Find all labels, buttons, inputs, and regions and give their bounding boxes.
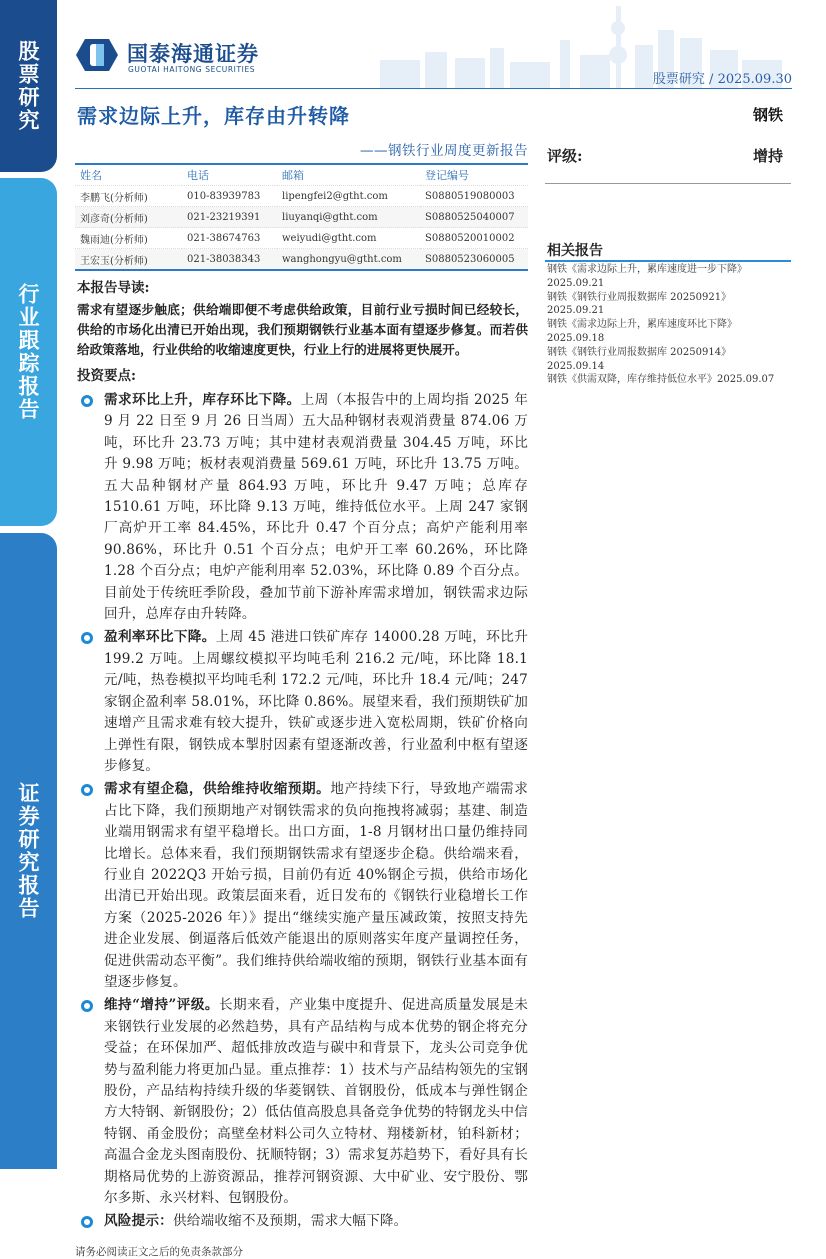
cell: 021-23219391: [182, 207, 277, 228]
bullet-demand-inventory: [104, 390, 528, 625]
bullet-ring-icon: [81, 1216, 93, 1228]
sidebar-stock-research: 股票研究: [0, 0, 57, 172]
bullet-text: 上周（本报告中的上周均指 2025 年 9 月 22 日至 9 月 26 日当周）五大品种钢材表观消费量 874.06 万吨，环比升 23.73 万吨；其中建材表观消费量 304.45 万吨，环比升 9.98 万吨；板材表观消费量 569.61 万吨，环比升 13.75 万吨。五大品种钢材产量 864.93 万吨，环比升 9.47 万吨；总库存 1510.61 万吨，环比降 9.13 万吨，维持低位水平。上周 247 家钢厂高炉开工率 84.45%，环比升 0.47 个百分点；高炉产能利用率 90.86%，环比升 0.51 个百分点；电炉开工率 60.26%，环比降 1.28 个百分点；电炉产能利用率 52.03%，环比降 0.89 个百分点。目前处于传统旺季阶段，叠加节前下游补库需求增加，钢铁需求边际回升，总库存由升转降。: [104, 392, 528, 623]
page-subtitle: ——钢铁行业周度更新报告: [360, 143, 528, 159]
col-header: 登记编号: [425, 169, 469, 182]
bullet-profitability: [104, 627, 528, 777]
related-report-item[interactable]: 钢铁《钢铁行业周报数据库 20250914》: [547, 346, 732, 358]
report-date-bar: [653, 68, 792, 87]
bullet-ring-icon: [81, 395, 93, 407]
rating-label: 评级:: [547, 147, 583, 165]
bullet-text: 长期来看，产业集中度提升、促进高质量发展是未来钢铁行业发展的必然趋势，具有产品结构与成本优势的钢企将充分受益；在环保加严、超低排放改造与碳中和背景下，龙头公司竞争优势与盈利能力将更加凸显。重点推荐：1）技术与产品结构领先的宝钢股份，产品结构持续升级的华菱钢铁、首钢股份，低成本与弹性钢企方大特钢、新钢股份；2）低估值高股息具备竞争优势的特钢龙头中信特钢、甬金股份；高壁垒材料公司久立特材、翔楼新材，铂科新材；高温合金龙头图南股份、抚顺特钢；3）需求复苏趋势下，看好具有长期格局优势的上游资源品，推荐河钢资源、大中矿业、安宁股份、鄂尔多斯、永兴材料、包钢股份。: [104, 997, 528, 1207]
report-category: 股票研究: [652, 72, 705, 87]
cell: S0880520010002: [420, 228, 528, 249]
guide-heading: 本报告导读:: [77, 280, 150, 296]
page-title: 需求边际上升，库存由升转降: [77, 104, 350, 128]
related-reports-list: [547, 263, 791, 387]
table-row: [75, 207, 528, 228]
cell: S0880519080003: [420, 186, 528, 207]
bullet-supply-demand: [104, 779, 528, 993]
report-date: 2025.09.30: [717, 72, 792, 87]
bullet-ring-icon: [81, 784, 93, 796]
col-header: 邮箱: [282, 169, 304, 182]
related-reports-heading: 相关报告: [547, 243, 603, 259]
bullet-text: 供给端收缩不及预期，需求大幅下降。: [172, 1213, 408, 1230]
related-report-date: 2025.09.21: [547, 305, 605, 317]
related-report-item[interactable]: 钢铁《供需双降，库存维持低位水平》2025.09.07: [547, 374, 775, 386]
cell: 刘彦奇(分析师): [75, 207, 182, 228]
table-row: [75, 186, 528, 207]
bullet-lead: 风险提示：: [104, 1213, 173, 1230]
cell: S0880523060005: [420, 249, 528, 271]
related-report-date: 2025.09.21: [547, 277, 605, 289]
related-report-date: 2025.09.18: [547, 332, 605, 344]
related-reports-divider: [545, 260, 791, 262]
sidebar-industry-tracking: 行业跟踪报告: [0, 178, 57, 526]
logo-text-en: GUOTAI HAITONG SECURITIES: [128, 65, 256, 74]
bullet-text: 上周 45 港进口铁矿库存 14000.28 万吨，环比升 199.2 万吨。上周螺纹模拟平均吨毛利 216.2 元/吨，环比降 18.1 元/吨，热卷模拟平均吨毛利 172.2 元/吨，环比升 18.4 元/吨；247 家钢企盈利率 58.01%，环比降 0.86%。展望来看，我们预期铁矿加速增产且需求难有较大提升，铁矿或逐步进入宽松周期，铁矿价格向上弹性有限，钢铁成本掣肘因素有望逐渐改善，行业盈利中枢有望逐步修复。: [104, 629, 528, 774]
main-body: [77, 278, 528, 1259]
col-header: 姓名: [80, 169, 102, 182]
related-report-date: 2025.09.14: [547, 360, 605, 372]
cell: 王宏玉(分析师): [75, 249, 182, 271]
bullet-lead: 盈利率环比下降。: [104, 629, 216, 646]
cell: 021-38038343: [182, 249, 277, 271]
bullet-ring-icon: [81, 1000, 93, 1012]
bullet-lead: 维持“增持”评级。: [104, 997, 219, 1014]
cell: 010-83939783: [182, 186, 277, 207]
email-link[interactable]: weiyudi@gtht.com: [277, 228, 420, 249]
rating-value: 增持: [752, 147, 783, 165]
email-link[interactable]: liuyanqi@gtht.com: [277, 207, 420, 228]
bullet-text: 地产持续下行，导致地产端需求占比下降，我们预期地产对钢铁需求的负向拖拽将减弱；基建、制造业端用钢需求有望平稳增长。出口方面，1-8 月钢材出口量仍维持同比增长。总体来看，我们预期钢铁需求有望逐步企稳。供给端来看，行业自 2022Q3 开始亏损，目前仍有近 40%钢企亏损，供给市场化出清已开始出现。政策层面来看，近日发布的《钢铁行业稳增长工作方案（2025-2026 年）》提出“继续实施产量压减政策，按照支持先进企业发展、倒逼落后低效产能退出的原则落实年度产量调控任务，促进供需动态平衡”。我们维持供给端收缩的预期，钢铁行业基本面有望逐步修复。: [104, 781, 528, 990]
guide-text: 需求有望逐步触底；供给端即便不考虑供给政策，目前行业亏损时间已经较长，供给的市场化出清已开始出现，我们预期钢铁行业基本面有望逐步修复。而若供给政策落地，行业供给的收缩速度更快，行业上行的进展将更快展开。: [77, 302, 528, 357]
bullet-risk: [104, 1211, 528, 1232]
table-row: [75, 249, 528, 271]
sidebar-securities-report: 证券研究报告: [0, 533, 57, 1169]
cell: 魏雨迪(分析师): [75, 228, 182, 249]
bullet-rating: [104, 995, 528, 1209]
col-header: 电话: [187, 169, 209, 182]
investment-heading: 投资要点:: [77, 368, 136, 384]
table-header-row: [75, 164, 528, 186]
related-report-item[interactable]: 钢铁《钢铁行业周报数据库 20250921》: [547, 291, 732, 303]
email-link[interactable]: lipengfei2@gtht.com: [277, 186, 420, 207]
header-divider: [75, 88, 792, 89]
logo-text-cn: 国泰海通证券: [127, 42, 259, 66]
bullet-ring-icon: [81, 632, 93, 644]
cell: 021-38674763: [182, 228, 277, 249]
related-report-item[interactable]: 钢铁《需求边际上升，累库速度进一步下降》: [547, 264, 747, 275]
analyst-table: [75, 163, 528, 271]
table-row: [75, 228, 528, 249]
cell: S0880525040007: [420, 207, 528, 228]
industry-label: 钢铁: [752, 106, 783, 124]
separator: /: [709, 72, 714, 87]
related-report-item[interactable]: 钢铁《需求边际上升，累库速度环比下降》: [547, 319, 737, 331]
bullet-lead: 需求环比上升，库存环比下降。: [104, 392, 301, 408]
rating-divider: [545, 183, 791, 184]
cell: 李鹏飞(分析师): [75, 186, 182, 207]
company-logo-icon: [75, 38, 119, 72]
bullet-lead: 需求有望企稳，供给维持收缩预期。: [104, 781, 331, 798]
disclaimer-footer: 请务必阅读正文之后的免责条款部分: [75, 1245, 243, 1258]
email-link[interactable]: wanghongyu@gtht.com: [277, 249, 420, 271]
investment-points: [104, 390, 528, 1233]
